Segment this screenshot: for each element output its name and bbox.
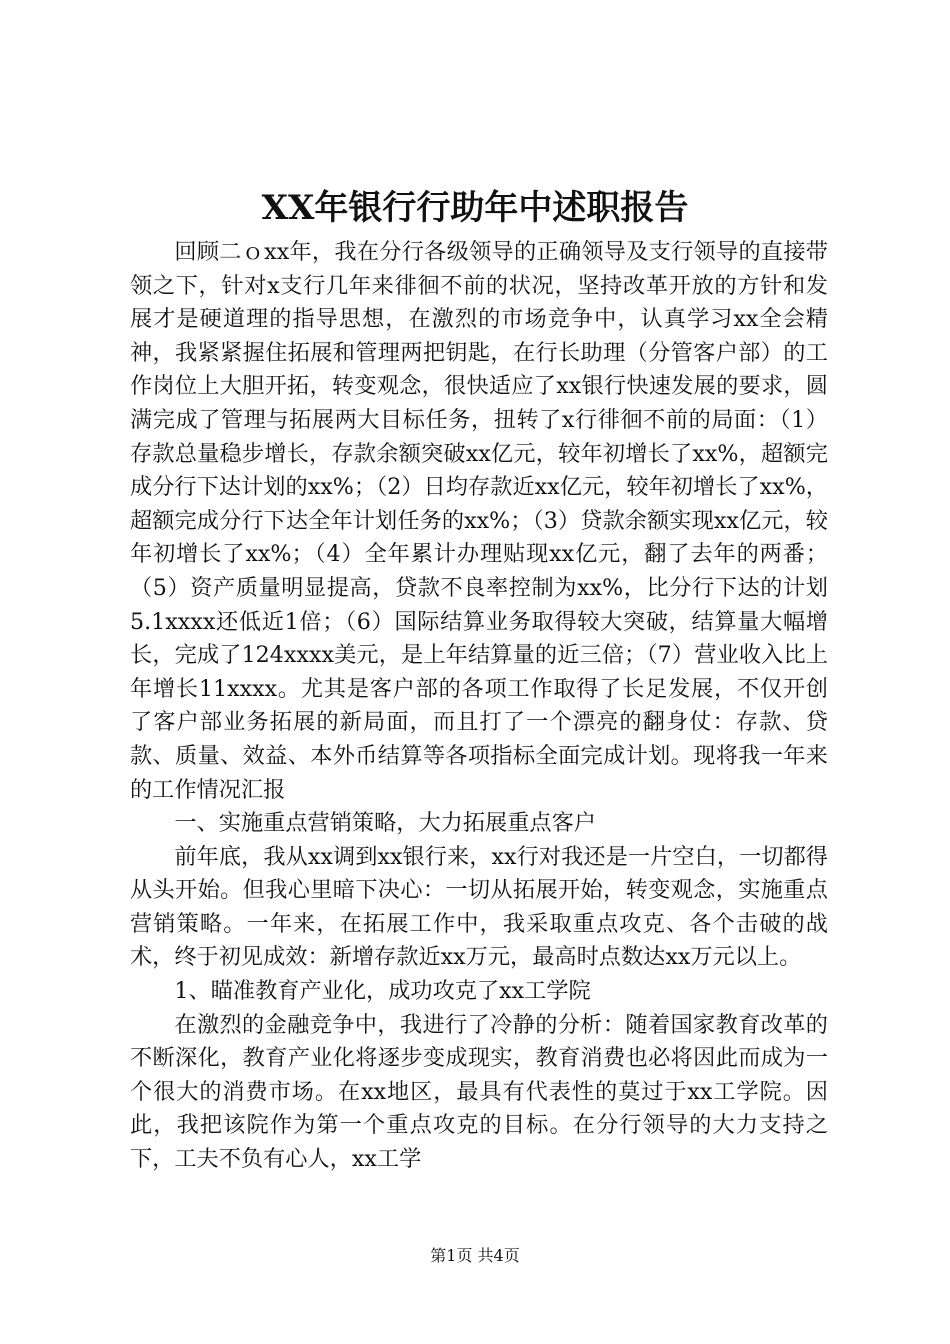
section-heading-1: 一、实施重点营销策略，大力拓展重点客户 <box>174 810 596 837</box>
document-body <box>130 236 828 1177</box>
subsection-heading-1: 1、瞄准教育产业化，成功攻克了xx工学院 <box>174 978 591 1005</box>
paragraph-section-1: 前年底，我从xx调到xx银行来，xx行对我还是一片空白，一切都得从头开始。但我心里暗下决心：一切从拓展开始，转变观念，实施重点营销策略。一年来，在拓展工作中，我采取重点攻克、各个击破的战术，终于初见成效：新增存款近xx万元，最高时点数达xx万元以上。 <box>130 843 828 971</box>
document-title: XX年银行行助年中述职报告 <box>261 188 689 228</box>
paragraph-intro: 回顾二ｏxx年，我在分行各级领导的正确领导及支行领导的直接带领之下，针对x支行几年来徘徊不前的状况，坚持改革开放的方针和发展才是硬道理的指导思想，在激烈的市场竞争中，认真学习xx全会精神，我紧紧握住拓展和管理两把钥匙，在行长助理（分管客户部）的工作岗位上大胆开拓，转变观念，很快适应了xx银行快速发展的要求，圆满完成了管理与拓展两大目标任务，扭转了x行徘徊不前的局面：（1）存款总量稳步增长，存款余额突破xx亿元，较年初增长了xx%，超额完成分行下达计划的xx%；（2）日均存款近xx亿元，较年初增长了xx%，超额完成分行下达全年计划任务的xx%；（3）贷款余额实现xx亿元，较年初增长了xx%；（4）全年累计办理贴现xx亿元，翻了去年的两番；（5）资产质量明显提高，贷款不良率控制为xx%，比分行下达的计划5.1xxxx还低近1倍；（6）国际结算业务取得较大突破，结算量大幅增长，完成了124xxxx美元，是上年结算量的近三倍；（7）营业收入比上年增长11xxxx。尤其是客户部的各项工作取得了长足发展，不仅开创了客户部业务拓展的新局面，而且打了一个漂亮的翻身仗：存款、贷款、质量、效益、本外币结算等各项指标全面完成计划。现将我一年来的工作情况汇报 <box>130 239 828 803</box>
page-footer: 第1页 共4页 <box>430 1246 520 1265</box>
paragraph-subsection-1: 在激烈的金融竞争中，我进行了冷静的分析：随着国家教育改革的不断深化，教育产业化将逐步变成现实，教育消费也必将因此而成为一个很大的消费市场。在xx地区，最具有代表性的莫过于xx工学院。因此，我把该院作为第一个重点攻克的目标。在分行领导的大力支持之下，工夫不负有心人，xx工学 <box>130 1011 828 1173</box>
